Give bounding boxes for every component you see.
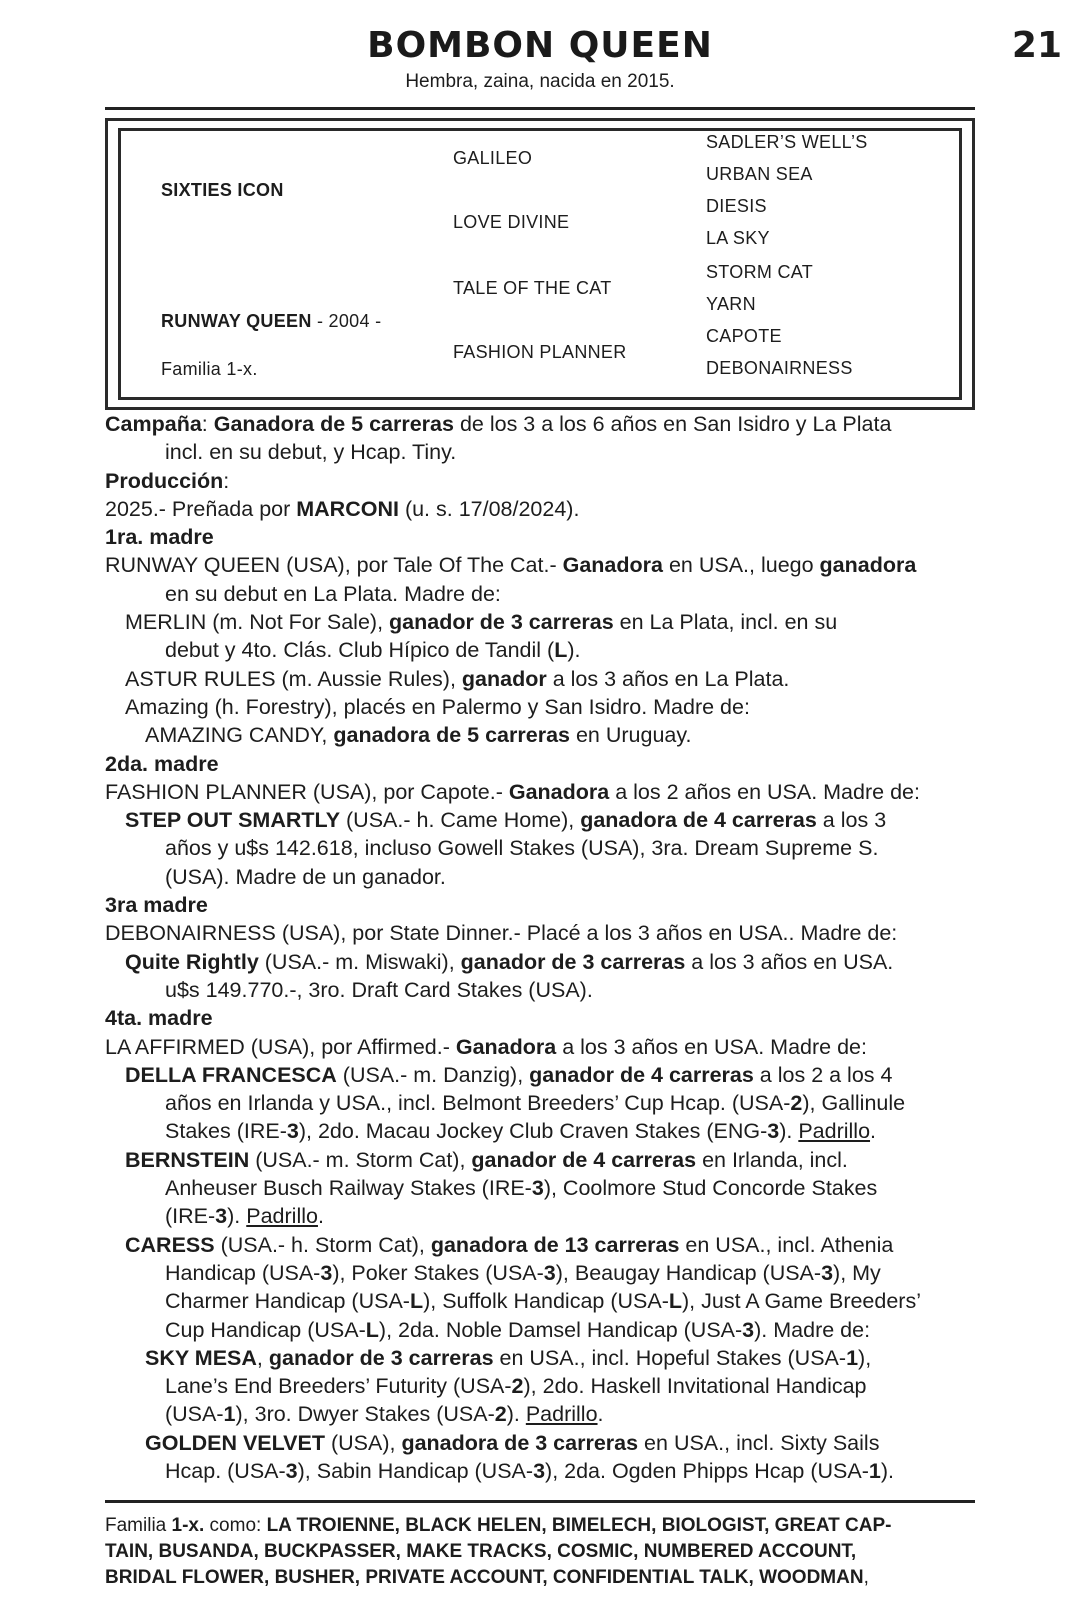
- body-line: [105, 551, 985, 579]
- bold-text: BRIDAL FLOWER, BUSHER, PRIVATE ACCOUNT, CONFIDENTIAL TALK, WOODMAN: [105, 1567, 864, 1588]
- text-run: en Irlanda, incl.: [696, 1147, 848, 1172]
- bold-text: Producción: [105, 468, 224, 493]
- bold-text: ganadora de 13 carreras: [430, 1232, 680, 1257]
- text-run: en USA., incl. Sixty Sails: [638, 1430, 880, 1455]
- text-run: Stakes (IRE-: [165, 1119, 287, 1144]
- bold-text: BERNSTEIN: [125, 1147, 250, 1172]
- body-line: [105, 438, 985, 466]
- text-run: a los 3 años en La Plata.: [546, 666, 790, 691]
- text-run: ), 2do. Macau Jockey Club Craven Stakes (ENG-: [298, 1119, 768, 1144]
- text-run: ).: [567, 638, 581, 663]
- bold-text: Ganadora: [562, 553, 663, 578]
- underlined-text: Padrillo: [798, 1119, 871, 1144]
- text-run: Lane’s End Breeders’ Futurity (USA-: [165, 1374, 512, 1399]
- body-line: [105, 636, 985, 664]
- bold-text: SKY MESA: [145, 1345, 257, 1370]
- text-run: .: [870, 1119, 877, 1144]
- bold-text: L: [409, 1289, 424, 1314]
- text-run: ), Beaugay Handicap (USA-: [555, 1260, 822, 1285]
- body-line: [105, 948, 985, 976]
- text-run: a los 3 años en USA.: [685, 949, 894, 974]
- text-run: a los 2 años en USA. Madre de:: [609, 779, 920, 804]
- bold-text: GOLDEN VELVET: [145, 1430, 325, 1455]
- bold-text: 2: [790, 1091, 803, 1116]
- body-line: [105, 750, 985, 778]
- text-run: Hcap. (USA-: [165, 1458, 286, 1483]
- body-line: [105, 1457, 985, 1485]
- body-line: [105, 1061, 985, 1089]
- bold-text: 1: [868, 1458, 881, 1483]
- body-line: [105, 1089, 985, 1117]
- pedigree-maternal-grandsire: TALE OF THE CAT: [453, 278, 612, 298]
- body-line: [105, 1400, 985, 1428]
- bold-text: TAIN, BUSANDA, BUCKPASSER, MAKE TRACKS, COSMIC, NUMBERED ACCOUNT,: [105, 1541, 857, 1562]
- family-line: [105, 1539, 975, 1565]
- body-line: [105, 665, 985, 693]
- text-run: ).: [779, 1119, 799, 1144]
- bold-text: 1: [846, 1345, 859, 1370]
- text-run: (u. s. 17/08/2024).: [398, 496, 580, 521]
- text-run: en Uruguay.: [570, 723, 692, 748]
- pedigree-maternal-granddam: FASHION PLANNER: [453, 342, 627, 362]
- text-run: .: [597, 1402, 604, 1427]
- pedigree-great-grandparent: STORM CAT: [706, 262, 814, 282]
- bold-text: Campaña: [105, 412, 202, 436]
- pedigree-dam: [161, 312, 381, 330]
- header-divider: [105, 107, 975, 110]
- family-line: [105, 1513, 975, 1539]
- bold-text: 2: [494, 1402, 507, 1427]
- text-run: (USA.- h. Came Home),: [340, 808, 581, 833]
- text-run: en USA., incl. Athenia: [679, 1232, 894, 1257]
- body-line: [105, 1316, 985, 1344]
- body-line: [105, 608, 985, 636]
- text-run: :: [223, 468, 230, 493]
- pedigree-great-grandparent: DIESIS: [706, 196, 767, 216]
- text-run: FASHION PLANNER (USA), por Capote.-: [105, 779, 509, 804]
- bold-text: Quite Rightly: [125, 949, 259, 974]
- text-run: AMAZING CANDY,: [145, 723, 334, 748]
- text-run: años y u$s 142.618, incluso Gowell Stakes (USA), 3ra. Dream Supreme S.: [165, 836, 879, 861]
- body-line: [105, 1146, 985, 1174]
- bold-text: ganador de 3 carreras: [460, 949, 686, 974]
- text-run: Charmer Handicap (USA-: [165, 1289, 410, 1314]
- footer-divider: [105, 1500, 975, 1503]
- bold-text: 3: [767, 1119, 780, 1144]
- text-run: a los 3 años en USA. Madre de:: [556, 1034, 867, 1059]
- text-run: ,: [863, 1567, 869, 1588]
- body-line: [105, 806, 985, 834]
- bold-text: ganador: [461, 666, 547, 691]
- bold-text: Ganadora de 5 carreras: [213, 412, 454, 436]
- pedigree-great-grandparent: YARN: [706, 294, 756, 314]
- body-line: [105, 1287, 985, 1315]
- horse-name-title: BOMBON QUEEN: [367, 25, 713, 66]
- body-line: [105, 410, 985, 438]
- body-line: [105, 778, 985, 806]
- text-run: (USA.- h. Storm Cat),: [214, 1232, 431, 1257]
- text-run: ), 2do. Haskell Invitational Handicap: [523, 1374, 867, 1399]
- body-line: [105, 834, 985, 862]
- bold-text: 3: [531, 1176, 544, 1201]
- body-line: [105, 1174, 985, 1202]
- text-run: 2025.- Preñada por: [105, 496, 297, 521]
- bold-text: 2da. madre: [105, 751, 219, 776]
- pedigree-great-grandparent: URBAN SEA: [706, 164, 813, 184]
- text-run: MERLIN (m. Not For Sale),: [125, 610, 390, 635]
- bold-text: L: [668, 1289, 682, 1314]
- pedigree-great-grandparent: CAPOTE: [706, 326, 782, 346]
- pedigree-paternal-granddam: LOVE DIVINE: [453, 212, 570, 232]
- pedigree-sire: SIXTIES ICON: [161, 180, 284, 200]
- text-run: incl. en su debut, y Hcap. Tiny.: [165, 440, 457, 465]
- text-run: Familia: [105, 1515, 172, 1536]
- body-line: [105, 721, 985, 749]
- bold-text: 3: [215, 1204, 228, 1229]
- body-line: [105, 976, 985, 1004]
- body-line: [105, 1117, 985, 1145]
- bold-text: ganadora de 5 carreras: [333, 723, 570, 748]
- text-run: Cup Handicap (USA-: [165, 1317, 366, 1342]
- pedigree-dam-name: RUNWAY QUEEN: [161, 311, 312, 331]
- bold-text: DELLA FRANCESCA: [125, 1062, 337, 1087]
- text-run: como:: [204, 1515, 267, 1536]
- text-run: ), Sabin Handicap (USA-: [297, 1458, 534, 1483]
- underlined-text: Padrillo: [525, 1402, 598, 1427]
- body-line: [105, 1429, 985, 1457]
- family-notes: [105, 1513, 975, 1591]
- bold-text: Ganadora: [455, 1034, 557, 1059]
- body-line: [105, 1231, 985, 1259]
- text-run: (USA). Madre de un ganador.: [165, 864, 446, 889]
- text-run: ), 3ro. Dwyer Stakes (USA-: [235, 1402, 495, 1427]
- text-run: a los 3: [816, 808, 887, 833]
- bold-text: STEP OUT SMARTLY: [125, 808, 341, 833]
- text-run: a los 2 a los 4: [753, 1062, 893, 1087]
- text-run: ). Madre de:: [754, 1317, 871, 1342]
- text-run: ), Coolmore Stud Concorde Stakes: [543, 1176, 878, 1201]
- bold-text: 3: [543, 1260, 556, 1285]
- bold-text: ganadora de 4 carreras: [580, 808, 817, 833]
- text-run: LA AFFIRMED (USA), por Affirmed.-: [105, 1034, 456, 1059]
- pedigree-dam-year: - 2004 -: [311, 311, 382, 331]
- text-run: ), Suffolk Handicap (USA-: [423, 1289, 669, 1314]
- text-run: .: [317, 1204, 324, 1229]
- body-line: [105, 1259, 985, 1287]
- body-line: [105, 919, 985, 947]
- pedigree-notes-body: [105, 410, 985, 1485]
- pedigree-great-grandparent: DEBONAIRNESS: [706, 358, 853, 378]
- bold-text: ganador de 4 carreras: [471, 1147, 697, 1172]
- pedigree-paternal-grandsire: GALILEO: [453, 148, 533, 168]
- body-line: [105, 891, 985, 919]
- text-run: ).: [227, 1204, 247, 1229]
- body-line: [105, 1004, 985, 1032]
- bold-text: 3: [533, 1458, 546, 1483]
- text-run: en USA., luego: [662, 553, 820, 578]
- bold-text: 3: [821, 1260, 834, 1285]
- text-run: ),: [858, 1345, 872, 1370]
- text-run: en su debut en La Plata. Madre de:: [165, 581, 501, 606]
- text-run: ).: [880, 1458, 894, 1483]
- text-run: ), 2da. Noble Damsel Handicap (USA-: [378, 1317, 743, 1342]
- body-line: [105, 693, 985, 721]
- text-run: años en Irlanda y USA., incl. Belmont Breeders’ Cup Hcap. (USA-: [165, 1091, 791, 1116]
- bold-text: 1-x.: [171, 1515, 205, 1536]
- bold-text: 3: [320, 1260, 333, 1285]
- text-run: ).: [506, 1402, 526, 1427]
- body-line: [105, 467, 985, 495]
- bold-text: ganador de 4 carreras: [529, 1062, 754, 1087]
- body-line: [105, 523, 985, 551]
- text-run: ), 2da. Ogden Phipps Hcap (USA-: [545, 1458, 869, 1483]
- text-run: ), My: [833, 1260, 881, 1285]
- body-line: [105, 863, 985, 891]
- text-run: (IRE-: [165, 1204, 216, 1229]
- text-run: ), Gallinule: [802, 1091, 906, 1116]
- body-line: [105, 1202, 985, 1230]
- page-number: 21: [1011, 25, 1062, 66]
- text-run: en USA., incl. Hopeful Stakes (USA-: [493, 1345, 847, 1370]
- text-run: (USA.- m. Miswaki),: [258, 949, 461, 974]
- bold-text: LA TROIENNE, BLACK HELEN, BIMELECH, BIOLOGIST, GREAT CAP-: [266, 1515, 892, 1536]
- text-run: debut y 4to. Clás. Club Hípico de Tandil (: [165, 638, 555, 663]
- text-run: RUNWAY QUEEN (USA), por Tale Of The Cat.-: [105, 553, 563, 578]
- bold-text: MARCONI: [296, 496, 399, 521]
- bold-text: ganador de 3 carreras: [268, 1345, 494, 1370]
- text-run: (USA-: [165, 1402, 224, 1427]
- text-run: ASTUR RULES (m. Aussie Rules),: [125, 666, 462, 691]
- text-run: en La Plata, incl. en su: [613, 610, 838, 635]
- text-run: ), Just A Game Breeders’: [682, 1289, 921, 1314]
- body-line: [105, 1372, 985, 1400]
- bold-text: ganadora de 3 carreras: [401, 1430, 639, 1455]
- horse-description: Hembra, zaina, nacida en 2015.: [405, 71, 675, 92]
- text-run: (USA.- m. Storm Cat),: [249, 1147, 472, 1172]
- body-line: [105, 1033, 985, 1061]
- family-line: [105, 1565, 975, 1591]
- text-run: ,: [256, 1345, 269, 1370]
- underlined-text: Padrillo: [246, 1204, 318, 1229]
- pedigree-family: Familia 1-x.: [161, 359, 258, 379]
- bold-text: 1ra. madre: [105, 525, 214, 550]
- body-line: [105, 1344, 985, 1372]
- pedigree-great-grandparent: SADLER’S WELL’S: [706, 132, 868, 152]
- text-run: Handicap (USA-: [165, 1260, 321, 1285]
- bold-text: ganadora: [819, 553, 917, 578]
- text-run: DEBONAIRNESS (USA), por State Dinner.- Placé a los 3 años en USA.. Madre de:: [105, 921, 898, 946]
- text-run: de los 3 a los 6 años en San Isidro y La Plata: [453, 412, 892, 436]
- bold-text: L: [554, 638, 568, 663]
- text-run: Anheuser Busch Railway Stakes (IRE-: [165, 1176, 532, 1201]
- text-run: :: [201, 412, 214, 436]
- bold-text: 1: [223, 1402, 236, 1427]
- bold-text: ganador de 3 carreras: [389, 610, 614, 635]
- bold-text: CARESS: [125, 1232, 215, 1257]
- text-run: ), Poker Stakes (USA-: [332, 1260, 544, 1285]
- bold-text: 3: [742, 1317, 755, 1342]
- body-line: [105, 495, 985, 523]
- text-run: (USA),: [324, 1430, 402, 1455]
- pedigree-great-grandparent: LA SKY: [706, 228, 770, 248]
- text-run: (USA.- m. Danzig),: [336, 1062, 530, 1087]
- bold-text: Ganadora: [508, 779, 610, 804]
- bold-text: 3: [285, 1458, 298, 1483]
- bold-text: 2: [511, 1374, 524, 1399]
- bold-text: 4ta. madre: [105, 1006, 213, 1031]
- body-line: [105, 580, 985, 608]
- text-run: Amazing (h. Forestry), placés en Palermo y San Isidro. Madre de:: [125, 694, 750, 719]
- bold-text: 3ra madre: [105, 893, 208, 918]
- text-run: u$s 149.770.-, 3ro. Draft Card Stakes (USA).: [165, 977, 593, 1002]
- bold-text: 3: [286, 1119, 299, 1144]
- bold-text: L: [365, 1317, 379, 1342]
